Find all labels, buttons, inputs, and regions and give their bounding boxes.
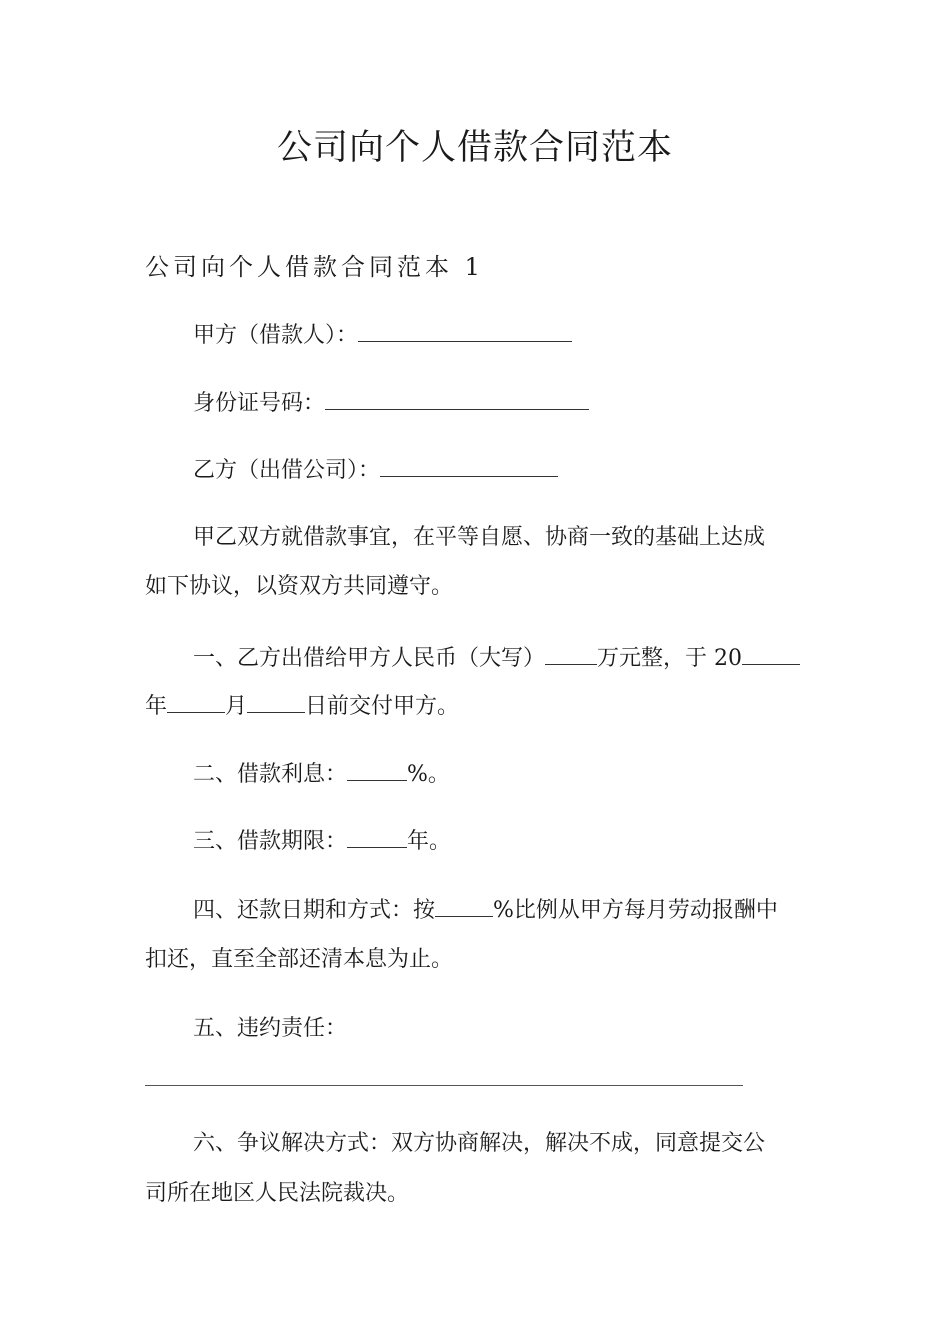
section-title: 公司向个人借款合同范本 1 bbox=[145, 253, 484, 281]
clause-1-day-blank bbox=[247, 690, 305, 713]
clause-1-text-b: 万元整，于 20 bbox=[597, 646, 743, 671]
party-b-line bbox=[193, 453, 558, 489]
clause-1-year-label: 年 bbox=[145, 694, 168, 719]
party-b-blank bbox=[380, 454, 558, 477]
clause-3-term-blank bbox=[347, 825, 407, 848]
clause-5-line: 五、违约责任： bbox=[193, 1016, 348, 1041]
clause-1-month-blank bbox=[167, 690, 225, 713]
id-number-blank bbox=[325, 387, 589, 410]
party-b-label: 乙方（出借公司）： bbox=[193, 458, 381, 483]
clause-1-line-2 bbox=[145, 689, 459, 725]
id-number-label: 身份证号码： bbox=[193, 391, 326, 416]
party-a-line bbox=[193, 318, 572, 354]
clause-4-line-1 bbox=[193, 893, 778, 929]
party-a-label: 甲方（借款人）： bbox=[193, 323, 359, 348]
clause-1-year-blank bbox=[742, 642, 800, 665]
clause-3-suffix: 年。 bbox=[407, 829, 452, 854]
clause-2-label: 二、借款利息： bbox=[193, 762, 348, 787]
breach-liability-blank bbox=[145, 1085, 743, 1086]
intro-line-1: 甲乙双方就借款事宜，在平等自愿、协商一致的基础上达成 bbox=[193, 525, 766, 550]
clause-3-label: 三、借款期限： bbox=[193, 829, 348, 854]
clause-1-text-e: 日前交付甲方。 bbox=[305, 694, 460, 719]
clause-6-line-1: 六、争议解决方式：双方协商解决，解决不成，同意提交公 bbox=[193, 1131, 766, 1156]
document-title: 公司向个人借款合同范本 bbox=[276, 128, 673, 168]
clause-4-text-b: %比例从甲方每月劳动报酬中 bbox=[493, 898, 778, 923]
clause-3-line bbox=[193, 824, 451, 860]
id-number-line bbox=[193, 386, 589, 422]
intro-line-2: 如下协议，以资双方共同遵守。 bbox=[145, 574, 454, 599]
clause-6-line-2: 司所在地区人民法院裁决。 bbox=[145, 1181, 410, 1206]
party-a-blank bbox=[358, 319, 572, 342]
clause-4-ratio-blank bbox=[435, 894, 493, 917]
clause-1-amount-blank bbox=[545, 642, 597, 665]
clause-2-rate-blank bbox=[347, 758, 407, 781]
clause-2-suffix: %。 bbox=[407, 762, 450, 787]
clause-1-month-label: 月 bbox=[225, 694, 248, 719]
clause-1-line-1 bbox=[193, 641, 800, 677]
clause-4-line-2: 扣还，直至全部还清本息为止。 bbox=[145, 947, 454, 972]
clause-4-text-a: 四、还款日期和方式：按 bbox=[193, 898, 436, 923]
clause-2-line bbox=[193, 757, 450, 793]
clause-1-text-a: 一、乙方出借给甲方人民币（大写） bbox=[193, 646, 546, 671]
